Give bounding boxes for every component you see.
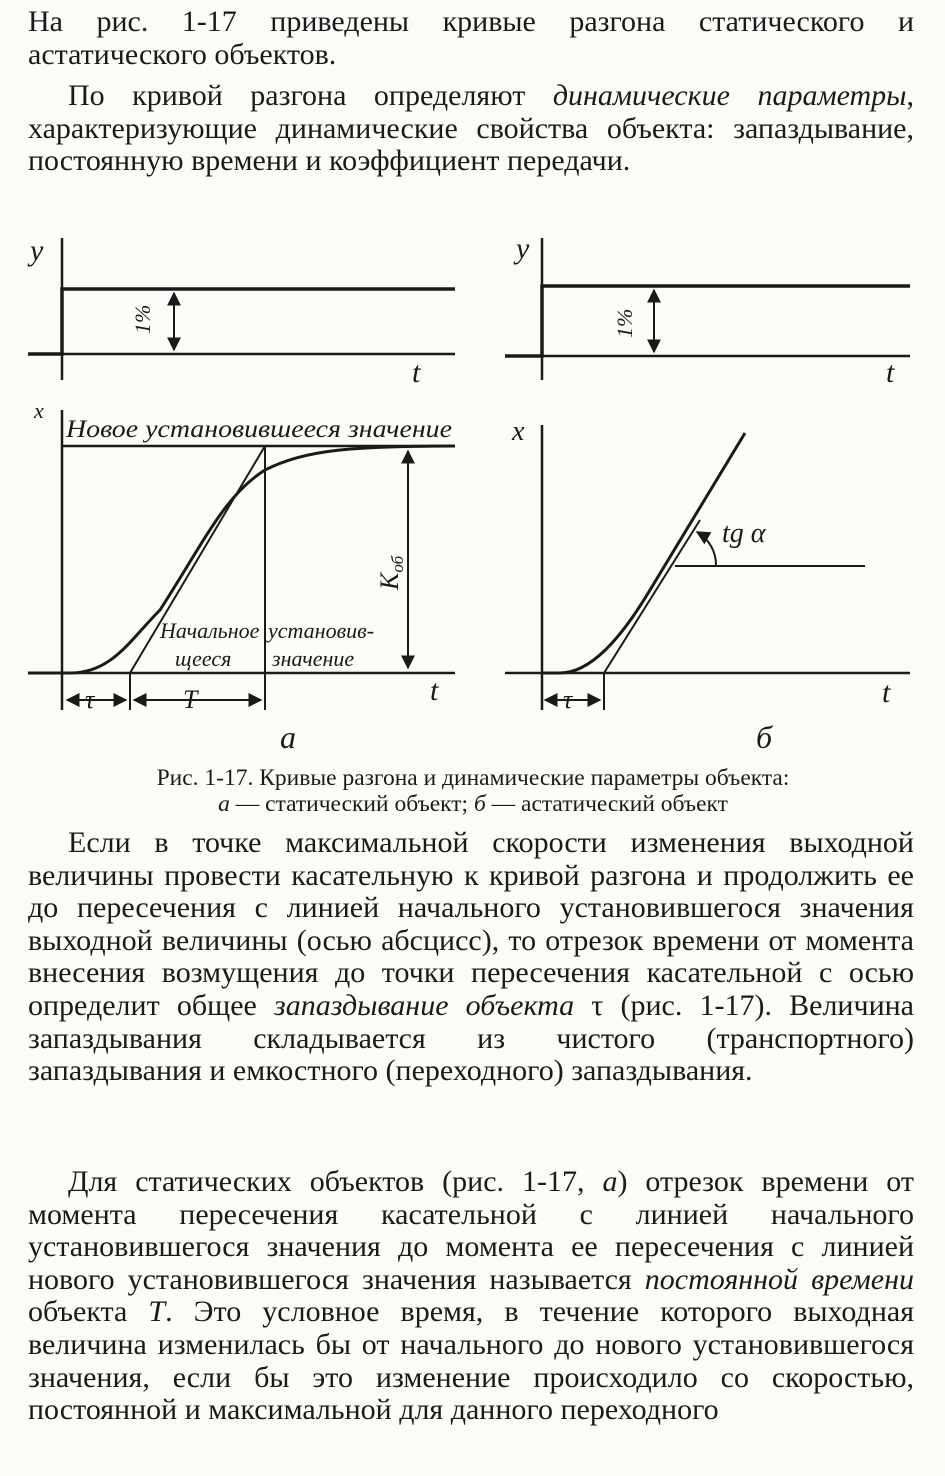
b-t-label: t <box>886 356 895 389</box>
b-x-label: x <box>512 416 525 447</box>
a-output-t-label: t <box>430 674 439 707</box>
paragraph-time-constant: Для статических объектов (рис. 1-17, а) отрезок времени от момента пересечения касательной с линией начального установившегося значения до момента ее пересечения с линией нового установившегося значения называется постоянной времени объекта T. Это условное время, в течение которого выходная величина изменилась бы от начального до нового установившегося значения, если бы это изменение происходило со скоростью, постоянной и максимальной для данного переходного <box>28 1165 915 1427</box>
a-initial-label-1: Начальное <box>160 618 260 643</box>
a-input-step <box>28 289 455 354</box>
paragraph-dynamic-params: По кривой разгона определяют динамические параметры, характеризующие динамические свойства объекта: запаздывание, постоянную времени и коэффициент передачи. <box>28 79 914 178</box>
a-panel-letter: а <box>280 719 296 755</box>
emphasis-dynamic-params: динамические параметры <box>552 79 907 112</box>
figure-1-17 <box>0 220 945 760</box>
b-y-label: y <box>516 232 530 265</box>
figure-caption: Рис. 1-17. Кривые разгона и динамические параметры объекта: а — статический объект; б — астатический объект <box>156 765 790 817</box>
a-new-value-label: Новое установившееся значение <box>64 416 452 443</box>
b-step-label: 1% <box>612 308 637 338</box>
a-T-label: T <box>183 685 198 714</box>
b-panel-letter: б <box>756 719 773 755</box>
b-output-t-label: t <box>882 676 891 709</box>
a-tau-label: τ <box>85 685 95 714</box>
paragraph-delay: Если в точке максимальной скорости изменения выходной величины провести касательную к кривой разгона и продолжить ее до пересечения с линией начального установившегося значения выходной величины (осью абсцисс), то отрезок времени от момента внесения возмущения до точки пересечения касательной с осью определит общее запаздывание объекта τ (рис. 1-17). Величина запаздывания складывается из чистого (транспортного) запаздывания и емкостного (переходного) запаздывания. <box>28 826 914 1088</box>
a-steady-label-1: установив- <box>268 618 375 643</box>
emphasis-time-constant: постоянной времени <box>644 1262 915 1296</box>
b-tangent-line <box>604 520 700 673</box>
a-steady-label-2: значение <box>272 646 355 671</box>
a-initial-label-2: щееся <box>175 646 232 671</box>
paragraph-intro: На рис. 1-17 приведены кривые разгона статического и астатического объектов. <box>28 5 914 71</box>
emphasis-object-delay: запаздывание объекта <box>273 988 575 1022</box>
a-t-label: t <box>412 356 421 389</box>
b-tg-label: tg α <box>722 518 766 549</box>
a-k-label: Kоб <box>375 555 407 590</box>
a-x-label: x <box>34 398 44 423</box>
a-step-label: 1% <box>130 304 155 334</box>
b-angle-arc <box>697 532 716 566</box>
b-tau-label: τ <box>563 685 573 714</box>
a-y-label: y <box>30 234 44 267</box>
b-input-step <box>505 286 910 356</box>
